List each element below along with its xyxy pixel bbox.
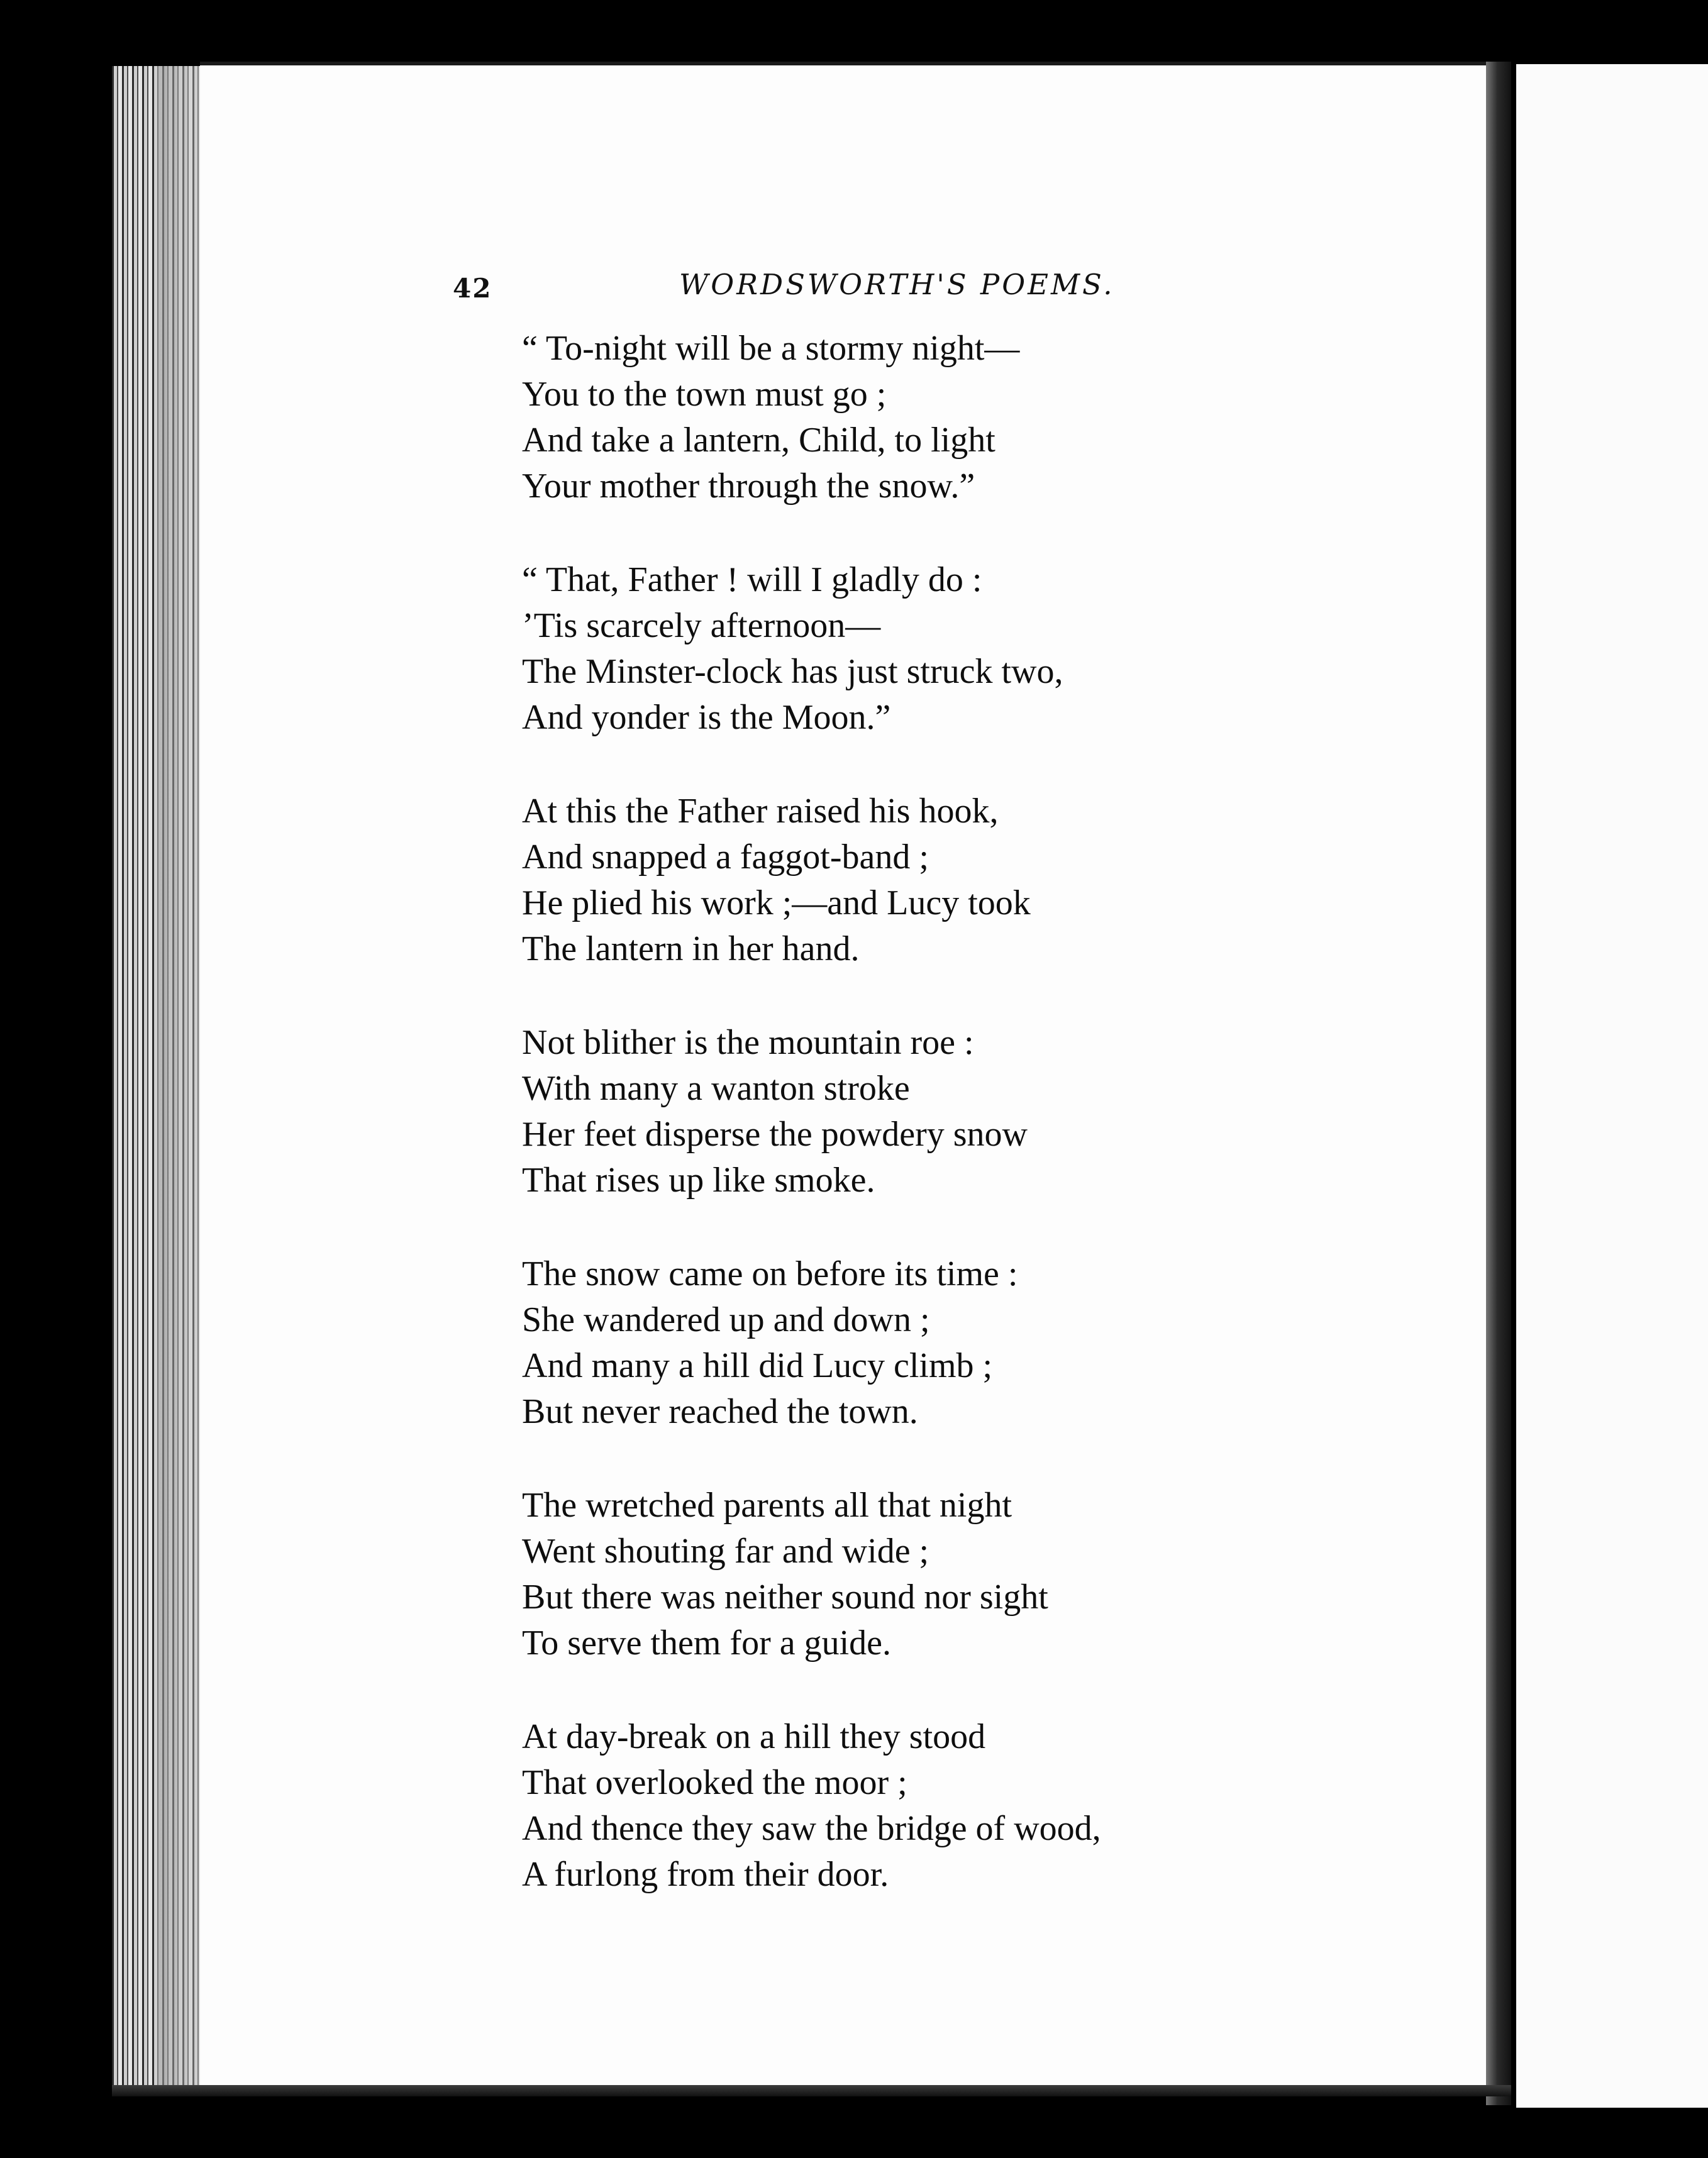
poem-line: And thence they saw the bridge of wood, <box>522 1809 1101 1848</box>
facing-page-edge <box>1511 64 1708 2108</box>
stanza <box>522 326 1465 509</box>
poem-line: The lantern in her hand. <box>522 929 860 968</box>
poem-line: And snapped a faggot-band ; <box>522 838 929 877</box>
poem-line: At this the Father raised his hook, <box>522 792 999 831</box>
poem-line: And yonder is the Moon.” <box>522 698 891 737</box>
poem-line: Went shouting far and wide ; <box>522 1532 929 1571</box>
poem-line: But there was neither sound nor sight <box>522 1578 1048 1617</box>
poem-line: You to the town must go ; <box>522 375 887 414</box>
poem-line: Your mother through the snow.” <box>522 467 975 506</box>
book-gutter <box>1486 62 1511 2105</box>
poem-line: That overlooked the moor ; <box>522 1763 907 1802</box>
poem-line: But never reached the town. <box>522 1392 918 1431</box>
poem-line: To serve them for a guide. <box>522 1624 891 1663</box>
poem-line: The Minster-clock has just struck two, <box>522 652 1063 691</box>
poem-line: And take a lantern, Child, to light <box>522 421 995 460</box>
poem-line: She wandered up and down ; <box>522 1300 930 1339</box>
poem-line: “ To-night will be a stormy night— <box>522 329 1020 368</box>
poem-line: Not blither is the mountain roe : <box>522 1023 974 1062</box>
poem-line: Her feet disperse the powdery snow <box>522 1115 1028 1154</box>
stanza <box>522 1020 1465 1204</box>
page-header: WORDSWORTH'S POEMS. <box>679 268 1115 301</box>
stanza <box>522 788 1465 972</box>
poem-line: He plied his work ;—and Lucy took <box>522 883 1031 922</box>
poem-line: With many a wanton stroke <box>522 1069 910 1108</box>
poem-line: ’Tis scarcely afternoon— <box>522 606 881 645</box>
poem-body <box>522 326 1465 1945</box>
stanza <box>522 1714 1465 1898</box>
poem-line: “ That, Father ! will I gladly do : <box>522 560 982 599</box>
poem-line: At day-break on a hill they stood <box>522 1717 986 1756</box>
poem-line: And many a hill did Lucy climb ; <box>522 1346 993 1385</box>
poem-line: That rises up like smoke. <box>522 1161 875 1200</box>
poem-line: A furlong from their door. <box>522 1855 889 1894</box>
poem-line: The wretched parents all that night <box>522 1486 1012 1525</box>
stanza <box>522 1483 1465 1666</box>
running-head <box>200 262 1486 312</box>
stanza <box>522 557 1465 741</box>
book-page <box>200 62 1486 2085</box>
page-number: 42 <box>453 273 492 304</box>
poem-line: The snow came on before its time : <box>522 1254 1018 1293</box>
stanza <box>522 1251 1465 1435</box>
page-bottom-edge <box>112 2085 1511 2096</box>
